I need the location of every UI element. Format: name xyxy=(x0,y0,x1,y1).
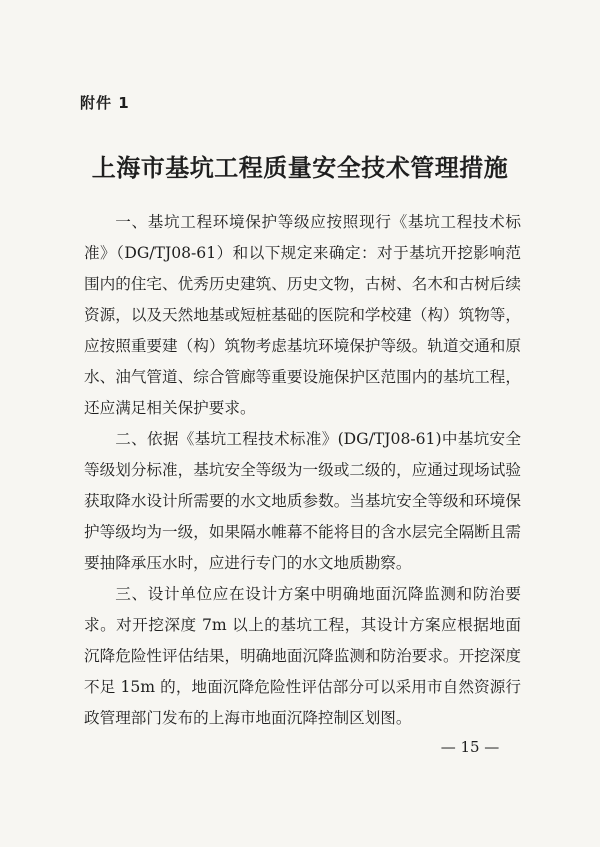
document-title: 上海市基坑工程质量安全技术管理措施 xyxy=(91,153,509,182)
attachment-label: 附件 1 xyxy=(80,94,130,112)
page-number: — 15 — xyxy=(440,738,500,756)
paragraph-1: 一、基坑工程环境保护等级应按照现行《基坑工程技术标准》（DG/TJ08-61）和以下规定来确定：对于基坑开挖影响范围内的住宅、优秀历史建筑、历史文物，古树、名木和古树后续资源，以及天然地基或短桩基础的医院和学校建（构）筑物等，应按照重要建（构）筑物考虑基坑环境保护等级。轨道交通和原水、油气管道、综合管廊等重要设施保护区范围内的基坑工程，还应满足相关保护要求。 xyxy=(84,213,521,417)
paragraph-2: 二、依据《基坑工程技术标准》(DG/TJ08-61)中基坑安全等级划分标准，基坑安全等级为一级或二级的，应通过现场试验获取降水设计所需要的水文地质参数。当基坑安全等级和环境保护等级均为一级，如果隔水帷幕不能将目的含水层完全隔断且需要抽降承压水时，应进行专门的水文地质勘察。 xyxy=(84,430,521,572)
paragraph-3: 三、设计单位应在设计方案中明确地面沉降监测和防治要求。对开挖深度 7m 以上的基坑工程，其设计方案应根据地面沉降危险性评估结果，明确地面沉降监测和防治要求。开挖深度不足 15m 的，地面沉降危险性评估部分可以采用市自然资源行政管理部门发布的上海市地面沉降控制区划图。 xyxy=(84,585,521,727)
document-body xyxy=(84,207,521,734)
